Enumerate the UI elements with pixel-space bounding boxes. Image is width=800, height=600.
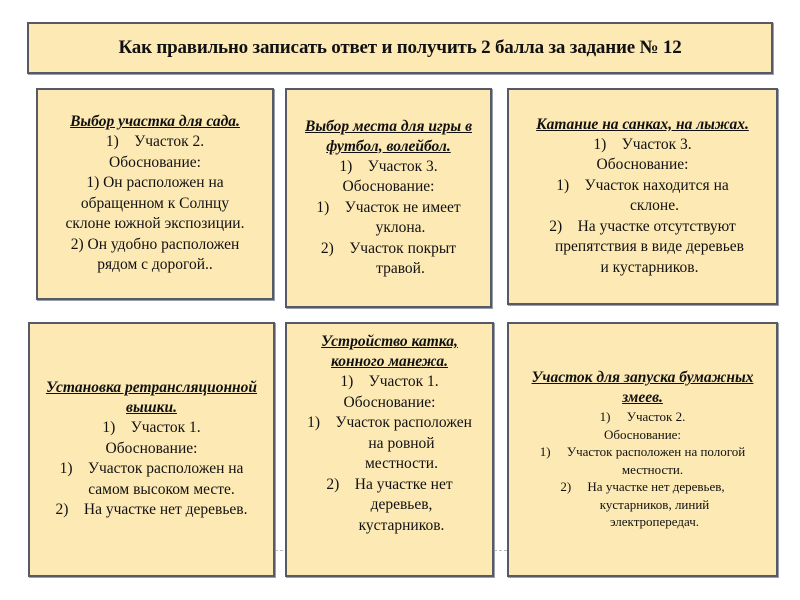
card-line: 1) Участок находится на (556, 176, 729, 194)
card-line: травой. (376, 260, 425, 277)
card-line: кустарников, линий (599, 496, 710, 512)
card-heading: Выбор места для игры в футбол, волейбол. (304, 117, 472, 155)
card-line: обращенном к Солнцу (80, 194, 230, 212)
card-reason-label: Обоснование: (343, 393, 436, 411)
card-line: самом высоком месте. (88, 480, 235, 498)
card-heading: Устройство катка, конного манежа. (321, 333, 458, 370)
card-line: электропередач. (609, 514, 700, 530)
title-box (27, 22, 773, 74)
card-line: и кустарников. (600, 258, 699, 276)
card-line: 1) Участок не имеет (316, 198, 461, 216)
card-heading: Выбор участка для сада. (70, 113, 240, 131)
card-line: кустарников. (358, 516, 445, 534)
card-heading: Установка ретрансляционной вышки. (45, 379, 258, 417)
card-line: 1) Участок расположен (307, 414, 472, 431)
card-line: 2) На участке нет деревьев, (560, 479, 725, 495)
card-answer: 1) Участок 1. (340, 373, 439, 390)
card-sledding (507, 88, 778, 305)
card-line: 2) Он удобно расположен (70, 235, 240, 253)
card-line: уклона. (375, 219, 426, 236)
card-line: деревьев, (370, 496, 433, 513)
card-line: препятствия в виде деревьев (554, 238, 744, 256)
card-rink (285, 322, 494, 577)
card-answer: 1) Участок 2. (105, 133, 205, 151)
card-football (285, 88, 492, 308)
card-line: местности. (621, 461, 684, 477)
card-line: 2) Участок покрыт (320, 239, 457, 257)
card-kites (507, 322, 778, 577)
card-line: на ровной (368, 434, 435, 452)
card-tower (28, 322, 275, 577)
page-title: Как правильно записать ответ и получить 2 балла за задание № 12 (118, 37, 682, 58)
card-answer: 1) Участок 3. (339, 157, 438, 175)
card-reason-label: Обоснование: (109, 153, 201, 171)
card-line: 1) Он расположен на (86, 174, 224, 192)
card-line: 2) На участке нет (326, 475, 453, 493)
card-line: 2) На участке отсутствуют (549, 217, 736, 235)
card-line: рядом с дорогой.. (97, 256, 213, 274)
card-line: 1) Участок расположен на (59, 460, 244, 478)
card-answer: 1) Участок 1. (102, 419, 201, 437)
card-line: местности. (365, 455, 438, 472)
card-heading: Катание на санках, на лыжах. (536, 115, 749, 133)
card-reason-label: Обоснование: (105, 439, 198, 457)
card-reason-label: Обоснование: (603, 426, 682, 442)
card-line: 1) Участок расположен на пологой (539, 444, 746, 460)
card-line: склоне южной экспозиции. (65, 215, 245, 233)
card-line: 2) На участке нет деревьев. (55, 501, 248, 519)
card-garden (36, 88, 274, 300)
card-reason-label: Обоснование: (596, 156, 689, 174)
card-answer: 1) Участок 3. (593, 135, 692, 153)
card-heading: Участок для запуска бумажных змеев. (531, 369, 754, 407)
card-line: склоне. (630, 197, 679, 215)
card-reason-label: Обоснование: (342, 178, 435, 195)
card-answer: 1) Участок 2. (599, 409, 686, 425)
